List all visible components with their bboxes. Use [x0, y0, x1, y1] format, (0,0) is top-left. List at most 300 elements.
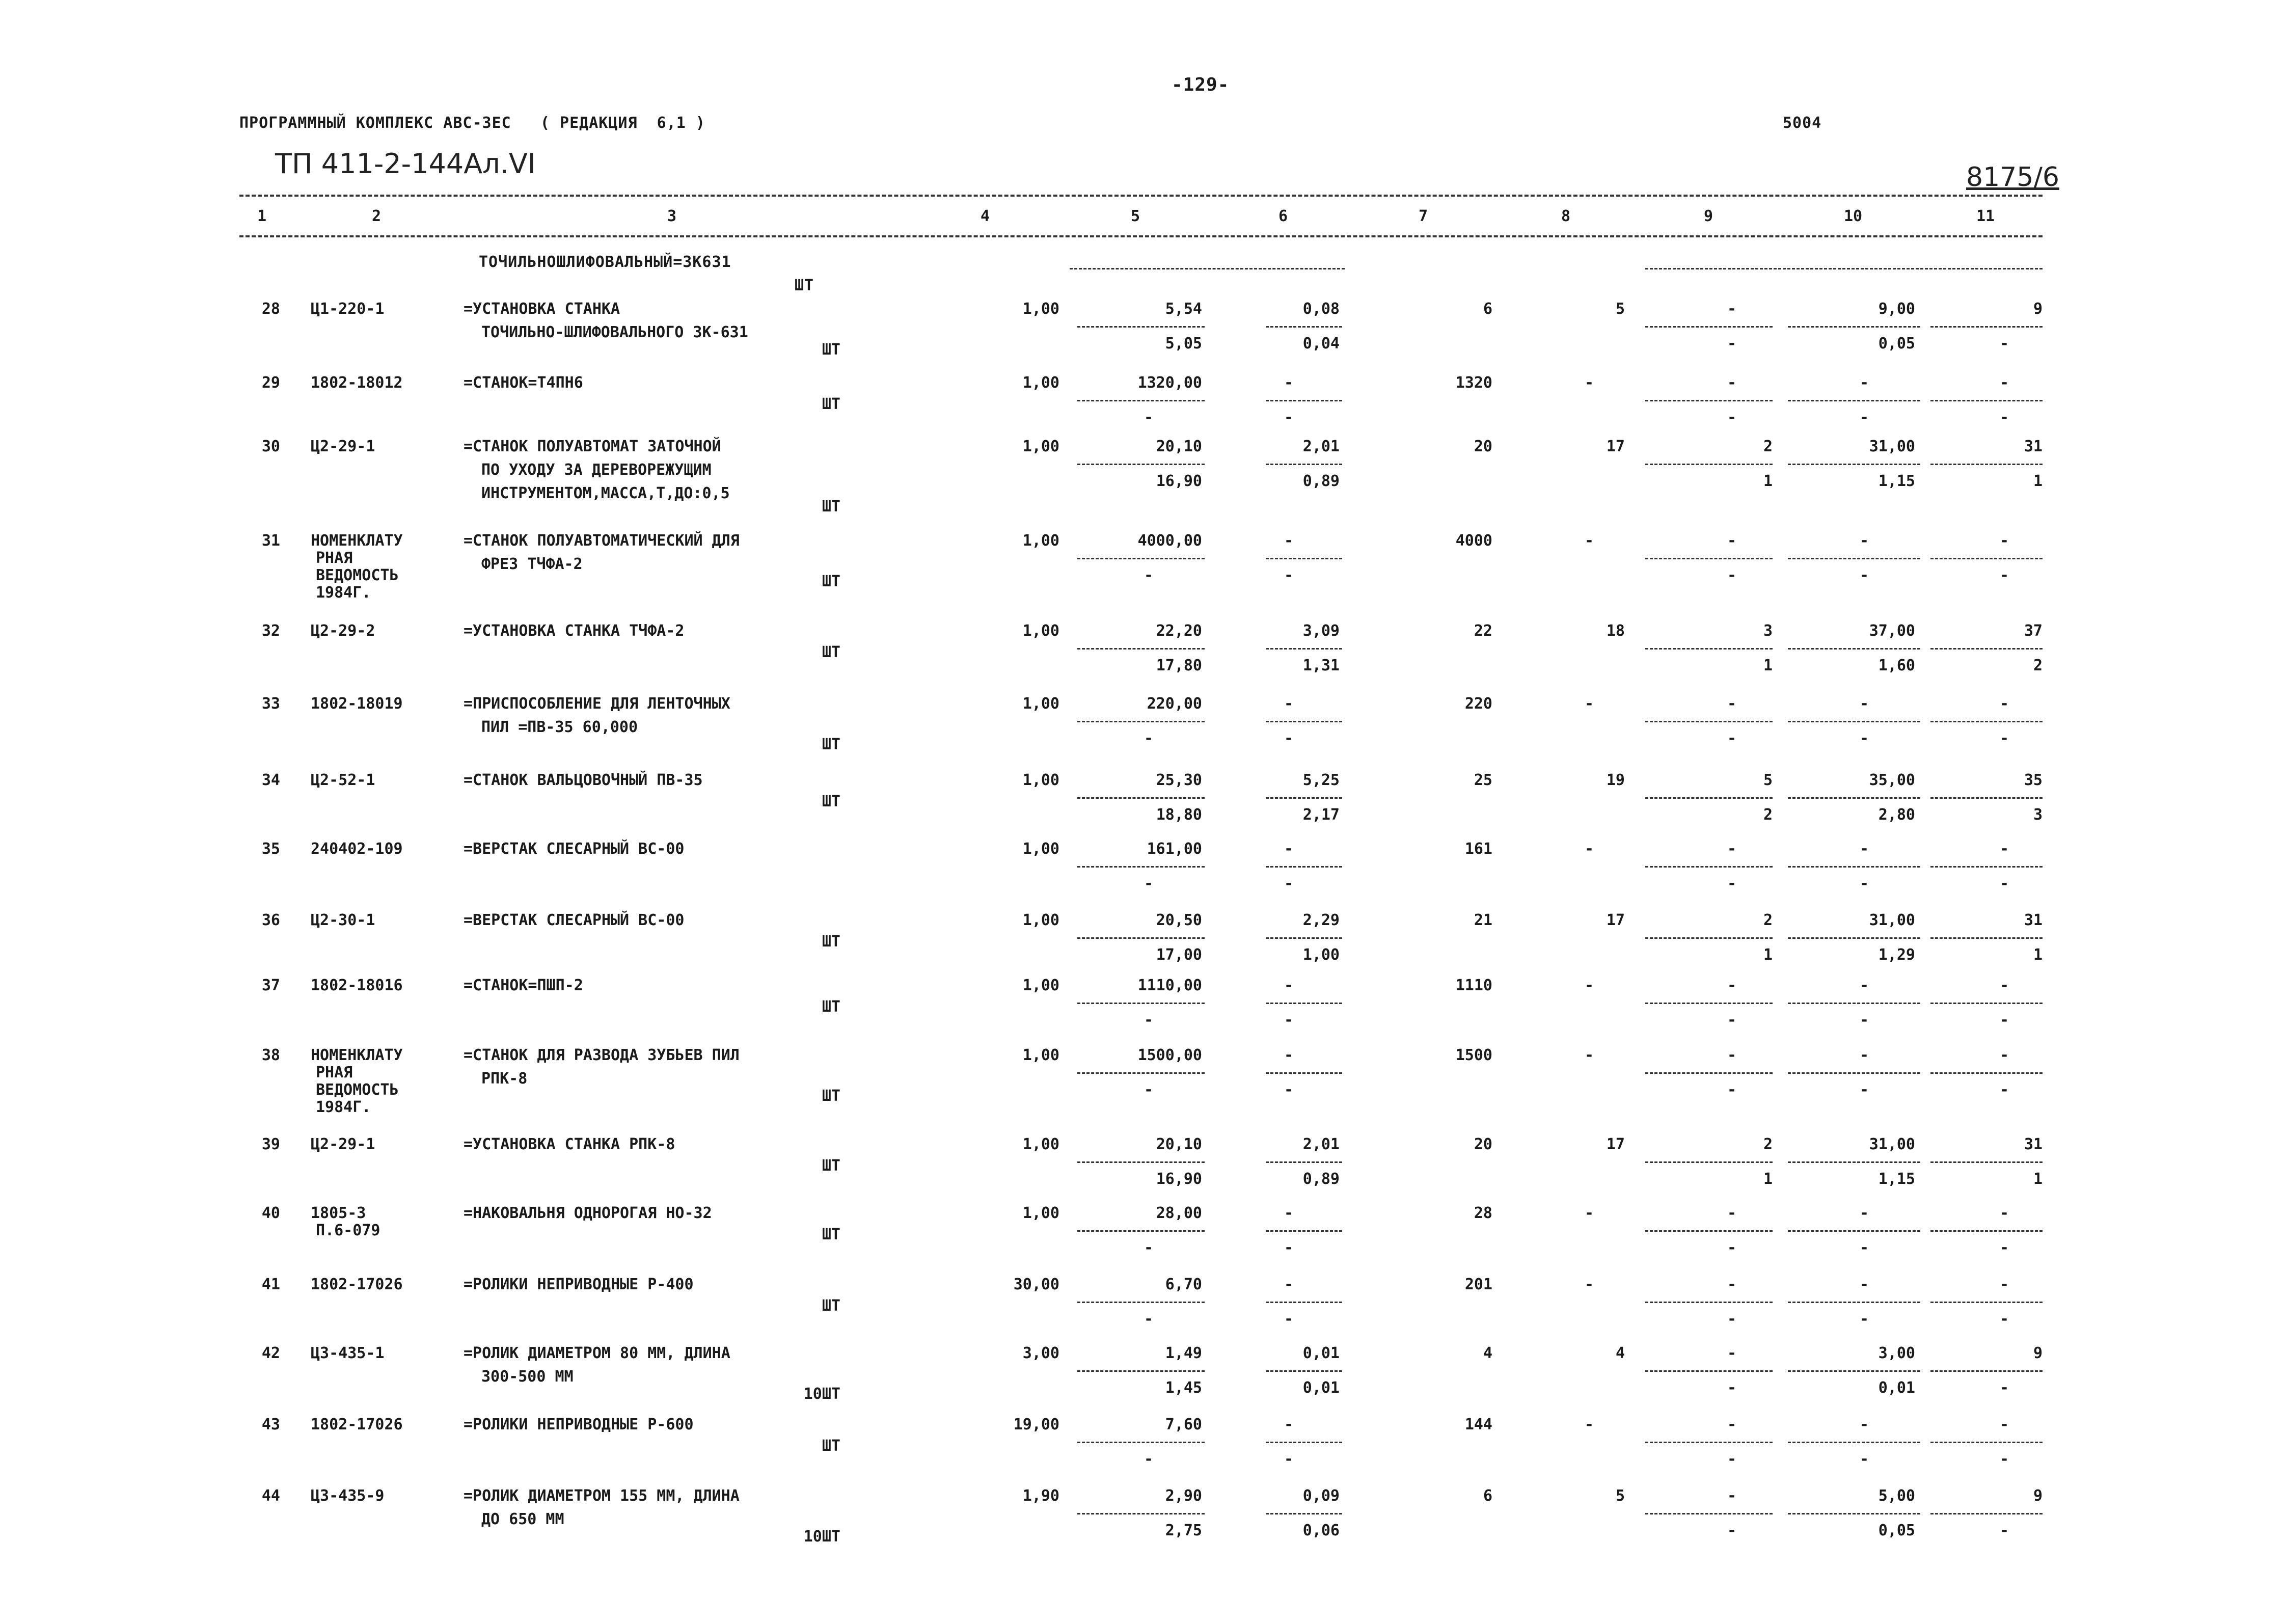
subvalue-col6: 0,89	[1302, 472, 1340, 490]
subvalue-col11: 1	[2033, 946, 2043, 964]
value-col7: 4000	[1455, 532, 1492, 550]
value-col11: -	[1999, 374, 2009, 392]
column-header-10: 10	[1844, 207, 1863, 225]
value-col10: 3,00	[1878, 1344, 1915, 1362]
subvalue-col11: -	[1999, 875, 2009, 892]
value-col6: -	[1284, 1276, 1294, 1293]
value-col9: -	[1727, 1344, 1737, 1362]
row-code: 1802-18016	[311, 977, 403, 994]
value-col11: 9	[2033, 1487, 2043, 1505]
value-col4: 1,00	[1022, 695, 1059, 713]
subvalue-col10: -	[1859, 1450, 1869, 1468]
value-col4: 1,00	[1022, 438, 1059, 455]
value-rule-col5	[1077, 558, 1205, 559]
row-unit: ШТ	[822, 1297, 840, 1315]
value-col5: 6,70	[1165, 1276, 1202, 1293]
row-unit: ШТ	[822, 1087, 840, 1105]
value-col10: 31,00	[1869, 1135, 1915, 1153]
value-rule-col6	[1266, 1161, 1342, 1163]
value-col9: 2	[1763, 438, 1773, 455]
value-rule-col5	[1077, 1370, 1205, 1372]
subvalue-col6: 0,89	[1302, 1170, 1340, 1188]
value-col9: 5	[1763, 771, 1773, 789]
row-description: =ПРИСПОСОБЛЕНИЕ ДЛЯ ЛЕНТОЧНЫХ	[464, 695, 730, 713]
value-rule-col9	[1645, 1513, 1773, 1514]
subvalue-col6: -	[1284, 1450, 1294, 1468]
value-rule-col11	[1930, 400, 2043, 401]
value-col5: 1500,00	[1137, 1046, 1202, 1064]
subvalue-col9: -	[1727, 335, 1737, 353]
value-rule-col10	[1788, 1302, 1920, 1303]
value-rule-col10	[1788, 1003, 1920, 1004]
row-code: 1802-17026	[311, 1416, 403, 1433]
value-col5: 4000,00	[1137, 532, 1202, 550]
value-col10: -	[1859, 532, 1869, 550]
value-rule-col5	[1077, 1302, 1205, 1303]
value-col8: 17	[1606, 911, 1625, 929]
value-rule-col10	[1788, 1513, 1920, 1514]
value-col7: 1110	[1455, 977, 1492, 994]
value-col11: -	[1999, 977, 2009, 994]
value-col5: 28,00	[1156, 1204, 1202, 1222]
subvalue-col11: 1	[2033, 472, 2043, 490]
subvalue-col10: 2,80	[1878, 806, 1915, 824]
program-title: ПРОГРАММНЫЙ КОМПЛЕКС АВС-ЗЕС ( РЕДАКЦИЯ 6,1 )	[239, 114, 705, 132]
row-description: =СТАНОК=Т4ПН6	[464, 374, 583, 392]
subvalue-col11: -	[1999, 409, 2009, 426]
column-header-3: 3	[667, 207, 677, 225]
row-unit: ШТ	[822, 998, 840, 1016]
value-col10: -	[1859, 840, 1869, 858]
value-rule-col5	[1077, 1161, 1205, 1163]
value-rule-col9	[1645, 1161, 1773, 1163]
row-description-line3: ИНСТРУМЕНТОМ,МАССА,Т,ДО:0,5	[481, 484, 730, 502]
value-col7: 20	[1474, 1135, 1492, 1153]
value-rule-col6	[1266, 1072, 1342, 1074]
subvalue-col5: -	[1144, 409, 1154, 426]
value-rule-col9	[1645, 1370, 1773, 1372]
row-code-line2: РНАЯ	[316, 1064, 353, 1081]
subvalue-col5: -	[1144, 566, 1154, 584]
subvalue-col10: -	[1859, 875, 1869, 892]
value-col7: 6	[1483, 1487, 1492, 1505]
value-rule-col5	[1077, 464, 1205, 465]
value-col6: -	[1284, 1046, 1294, 1064]
value-rule-col11	[1930, 1442, 2043, 1443]
row-code: Ц2-29-2	[311, 622, 375, 640]
row-number: 33	[261, 695, 280, 713]
subvalue-col10: -	[1859, 1011, 1869, 1029]
column-header-2: 2	[372, 207, 382, 225]
row-number: 41	[261, 1276, 280, 1293]
subvalue-col5: 16,90	[1156, 472, 1202, 490]
value-rule-col5	[1077, 1442, 1205, 1443]
value-col9: 3	[1763, 622, 1773, 640]
value-col10: -	[1859, 1204, 1869, 1222]
value-col11: 31	[2024, 911, 2043, 929]
value-col5: 2,90	[1165, 1487, 1202, 1505]
value-col9: 2	[1763, 1135, 1773, 1153]
row-unit: ШТ	[822, 341, 840, 359]
value-rule-col9	[1645, 1072, 1773, 1074]
column-header-9: 9	[1704, 207, 1713, 225]
value-rule-col9	[1645, 1442, 1773, 1443]
row-description: =СТАНОК ДЛЯ РАЗВОДА ЗУБЬЕВ ПИЛ	[464, 1046, 740, 1064]
subvalue-col10: 1,29	[1878, 946, 1915, 964]
row-description: =РОЛИКИ НЕПРИВОДНЫЕ Р-400	[464, 1276, 694, 1293]
subvalue-col11: -	[1999, 1379, 2009, 1397]
subvalue-col5: 17,00	[1156, 946, 1202, 964]
row-description: =СТАНОК ПОЛУАВТОМАТ ЗАТОЧНОЙ	[464, 438, 721, 455]
row-code: 1802-17026	[311, 1276, 403, 1293]
column-header-4: 4	[981, 207, 990, 225]
value-rule-col6	[1266, 1442, 1342, 1443]
subvalue-col5: -	[1144, 875, 1154, 892]
value-col9: -	[1727, 532, 1737, 550]
subvalue-col11: -	[1999, 1011, 2009, 1029]
value-col4: 30,00	[1013, 1276, 1059, 1293]
row-description: =СТАНОК ПОЛУАВТОМАТИЧЕСКИЙ ДЛЯ	[464, 532, 740, 550]
subvalue-col6: 1,00	[1302, 946, 1340, 964]
row-code: Ц1-220-1	[311, 300, 385, 318]
value-col11: -	[1999, 695, 2009, 713]
code-right: 5004	[1783, 114, 1822, 132]
subvalue-col9: -	[1727, 1310, 1737, 1328]
subvalue-col9: -	[1727, 1239, 1737, 1257]
value-col10: -	[1859, 1276, 1869, 1293]
value-rule-col10	[1788, 937, 1920, 939]
value-rule-col11	[1930, 648, 2043, 649]
column-header-6: 6	[1278, 207, 1288, 225]
value-rule-col9	[1645, 400, 1773, 401]
value-rule-col6	[1266, 1370, 1342, 1372]
value-col6: 2,01	[1302, 1135, 1340, 1153]
value-col10: -	[1859, 374, 1869, 392]
value-col11: 9	[2033, 300, 2043, 318]
subvalue-col9: 1	[1763, 657, 1773, 674]
subvalue-col5: 17,80	[1156, 657, 1202, 674]
value-col10: 31,00	[1869, 438, 1915, 455]
row-code-line3: ВЕДОМОСТЬ	[316, 1081, 399, 1099]
value-col5: 20,50	[1156, 911, 1202, 929]
value-rule-col10	[1788, 400, 1920, 401]
continuation-rule	[1070, 268, 1345, 269]
subvalue-col9: -	[1727, 729, 1737, 747]
row-number: 28	[261, 300, 280, 318]
value-col6: 0,01	[1302, 1344, 1340, 1362]
value-col6: 5,25	[1302, 771, 1340, 789]
value-rule-col6	[1266, 1302, 1342, 1303]
value-col4: 1,00	[1022, 771, 1059, 789]
subvalue-col10: -	[1859, 1310, 1869, 1328]
row-description: =НАКОВАЛЬНЯ ОДНОРОГАЯ НО-32	[464, 1204, 712, 1222]
continuation-line: ТОЧИЛЬНОШЛИФОВАЛЬНЫЙ=3К631	[479, 253, 731, 271]
value-rule-col9	[1645, 937, 1773, 939]
subvalue-col10: -	[1859, 409, 1869, 426]
row-unit: 10ШТ	[803, 1385, 840, 1403]
row-description: =СТАНОК ВАЛЬЦОВОЧНЫЙ ПВ-35	[464, 771, 703, 789]
row-code: НОМЕНКЛАТУ	[311, 532, 403, 550]
value-col11: -	[1999, 840, 2009, 858]
value-rule-col9	[1645, 648, 1773, 649]
subvalue-col10: 1,60	[1878, 657, 1915, 674]
value-col6: 0,08	[1302, 300, 1340, 318]
row-code: Ц2-52-1	[311, 771, 375, 789]
row-number: 44	[261, 1487, 280, 1505]
value-rule-col6	[1266, 464, 1342, 465]
subvalue-col10: -	[1859, 566, 1869, 584]
value-col6: -	[1284, 840, 1294, 858]
row-description: =РОЛИК ДИАМЕТРОМ 80 ММ, ДЛИНА	[464, 1344, 730, 1362]
subvalue-col10: 0,05	[1878, 1522, 1915, 1539]
column-header-7: 7	[1419, 207, 1428, 225]
value-rule-col6	[1266, 400, 1342, 401]
value-col10: -	[1859, 1416, 1869, 1433]
value-col5: 22,20	[1156, 622, 1202, 640]
subvalue-col11: 3	[2033, 806, 2043, 824]
column-header-11: 11	[1976, 207, 1995, 225]
value-rule-col9	[1645, 464, 1773, 465]
value-rule-col10	[1788, 721, 1920, 722]
subvalue-col10: 0,01	[1878, 1379, 1915, 1397]
continuation-rule-right	[1645, 268, 2043, 269]
row-number: 34	[261, 771, 280, 789]
row-number: 40	[261, 1204, 280, 1222]
value-rule-col10	[1788, 326, 1920, 328]
subvalue-col5: -	[1144, 1310, 1154, 1328]
subvalue-col5: -	[1144, 1450, 1154, 1468]
subvalue-col10: 1,15	[1878, 472, 1915, 490]
value-col8: 4	[1615, 1344, 1625, 1362]
value-rule-col9	[1645, 1230, 1773, 1232]
value-col7: 201	[1464, 1276, 1492, 1293]
value-col7: 25	[1474, 771, 1492, 789]
row-code: Ц2-29-1	[311, 438, 375, 455]
subvalue-col10: -	[1859, 1239, 1869, 1257]
subvalue-col11: -	[1999, 1450, 2009, 1468]
value-col6: -	[1284, 1204, 1294, 1222]
value-col8: -	[1584, 1204, 1594, 1222]
value-col7: 220	[1464, 695, 1492, 713]
row-unit: ШТ	[822, 1226, 840, 1243]
value-col5: 25,30	[1156, 771, 1202, 789]
value-col9: 2	[1763, 911, 1773, 929]
value-col4: 1,00	[1022, 1135, 1059, 1153]
value-rule-col11	[1930, 797, 2043, 799]
subvalue-col5: -	[1144, 1081, 1154, 1099]
subvalue-col9: -	[1727, 1522, 1737, 1539]
value-col7: 1320	[1455, 374, 1492, 392]
value-col6: -	[1284, 695, 1294, 713]
value-rule-col11	[1930, 558, 2043, 559]
subvalue-col6: -	[1284, 1239, 1294, 1257]
column-header-5: 5	[1131, 207, 1140, 225]
subvalue-col11: -	[1999, 566, 2009, 584]
value-rule-col10	[1788, 1370, 1920, 1372]
value-rule-col11	[1930, 1513, 2043, 1514]
row-unit: ШТ	[822, 736, 840, 753]
row-description-line2: ДО 650 ММ	[481, 1510, 564, 1528]
value-col8: -	[1584, 1276, 1594, 1293]
value-col8: 17	[1606, 1135, 1625, 1153]
row-description-line2: ФРЕЗ ТЧФА-2	[481, 555, 583, 573]
subvalue-col5: -	[1144, 1011, 1154, 1029]
value-rule-col5	[1077, 1003, 1205, 1004]
row-unit: ШТ	[822, 573, 840, 590]
value-rule-col9	[1645, 326, 1773, 328]
value-rule-col11	[1930, 866, 2043, 868]
value-col9: -	[1727, 1276, 1737, 1293]
row-number: 39	[261, 1135, 280, 1153]
subvalue-col5: 18,80	[1156, 806, 1202, 824]
value-col6: 3,09	[1302, 622, 1340, 640]
value-col11: -	[1999, 532, 2009, 550]
row-description: =УСТАНОВКА СТАНКА РПК-8	[464, 1135, 675, 1153]
value-col5: 5,54	[1165, 300, 1202, 318]
subvalue-col11: 2	[2033, 657, 2043, 674]
value-col11: -	[1999, 1204, 2009, 1222]
value-rule-col10	[1788, 558, 1920, 559]
subvalue-col6: -	[1284, 409, 1294, 426]
value-col7: 20	[1474, 438, 1492, 455]
value-col8: -	[1584, 695, 1594, 713]
value-col5: 7,60	[1165, 1416, 1202, 1433]
subvalue-col10: -	[1859, 729, 1869, 747]
value-col11: 37	[2024, 622, 2043, 640]
row-unit: ШТ	[822, 933, 840, 951]
value-rule-col11	[1930, 1302, 2043, 1303]
subvalue-col6: -	[1284, 1011, 1294, 1029]
subvalue-col11: -	[1999, 335, 2009, 353]
value-col8: -	[1584, 840, 1594, 858]
value-rule-col6	[1266, 326, 1342, 328]
value-col8: -	[1584, 977, 1594, 994]
value-col10: -	[1859, 977, 1869, 994]
row-description: =СТАНОК=ПШП-2	[464, 977, 583, 994]
subvalue-col9: -	[1727, 409, 1737, 426]
row-unit: ШТ	[822, 643, 840, 661]
row-unit: ШТ	[822, 498, 840, 516]
value-rule-col10	[1788, 1072, 1920, 1074]
row-code: 240402-109	[311, 840, 403, 858]
value-col4: 1,00	[1022, 300, 1059, 318]
subvalue-col6: 0,06	[1302, 1522, 1340, 1539]
row-number: 37	[261, 977, 280, 994]
subvalue-col6: -	[1284, 566, 1294, 584]
subvalue-col6: -	[1284, 729, 1294, 747]
subvalue-col9: 2	[1763, 806, 1773, 824]
row-description-line2: ПО УХОДУ ЗА ДЕРЕВОРЕЖУЩИМ	[481, 461, 712, 479]
value-rule-col11	[1930, 1003, 2043, 1004]
value-col7: 22	[1474, 622, 1492, 640]
row-number: 43	[261, 1416, 280, 1433]
value-col11: -	[1999, 1276, 2009, 1293]
value-rule-col5	[1077, 1072, 1205, 1074]
row-code-line3: ВЕДОМОСТЬ	[316, 566, 399, 584]
value-rule-col10	[1788, 797, 1920, 799]
value-rule-col9	[1645, 721, 1773, 722]
value-col4: 1,00	[1022, 1204, 1059, 1222]
value-col9: -	[1727, 695, 1737, 713]
sheet-number: 8175/6	[1966, 162, 2059, 193]
row-unit: ШТ	[822, 1157, 840, 1175]
value-col10: 37,00	[1869, 622, 1915, 640]
value-col7: 161	[1464, 840, 1492, 858]
value-rule-col5	[1077, 1513, 1205, 1514]
row-number: 31	[261, 532, 280, 550]
value-rule-col6	[1266, 797, 1342, 799]
row-number: 35	[261, 840, 280, 858]
value-col8: -	[1584, 1416, 1594, 1433]
value-col10: 9,00	[1878, 300, 1915, 318]
value-rule-col5	[1077, 866, 1205, 868]
column-header-1: 1	[257, 207, 267, 225]
value-col5: 1110,00	[1137, 977, 1202, 994]
value-col7: 28	[1474, 1204, 1492, 1222]
subvalue-col11: -	[1999, 729, 2009, 747]
value-rule-col11	[1930, 721, 2043, 722]
subvalue-col11: -	[1999, 1081, 2009, 1099]
subvalue-col9: 1	[1763, 946, 1773, 964]
value-col4: 1,00	[1022, 622, 1059, 640]
value-col4: 1,90	[1022, 1487, 1059, 1505]
row-description-line2: ПИЛ =ПВ-35 60,000	[481, 718, 638, 736]
subvalue-col11: 1	[2033, 1170, 2043, 1188]
row-number: 36	[261, 911, 280, 929]
value-rule-col5	[1077, 797, 1205, 799]
continuation-unit: ШТ	[795, 277, 814, 294]
subvalue-col6: 0,04	[1302, 335, 1340, 353]
value-rule-col6	[1266, 866, 1342, 868]
value-col8: -	[1584, 374, 1594, 392]
value-col9: -	[1727, 1046, 1737, 1064]
subvalue-col9: -	[1727, 875, 1737, 892]
value-rule-col10	[1788, 1442, 1920, 1443]
value-col6: 2,29	[1302, 911, 1340, 929]
subvalue-col10: 1,15	[1878, 1170, 1915, 1188]
value-col9: -	[1727, 1487, 1737, 1505]
page-number: -129-	[1172, 74, 1230, 95]
value-col11: 35	[2024, 771, 2043, 789]
row-description-line2: ТОЧИЛЬНО-ШЛИФОВАЛЬНОГО 3К-631	[481, 323, 748, 341]
row-code: Ц3-435-1	[311, 1344, 385, 1362]
row-code: Ц2-30-1	[311, 911, 375, 929]
value-rule-col6	[1266, 1230, 1342, 1232]
subvalue-col5: -	[1144, 729, 1154, 747]
row-code-line4: 1984Г.	[316, 1098, 371, 1116]
row-code: Ц3-435-9	[311, 1487, 385, 1505]
subvalue-col9: -	[1727, 1011, 1737, 1029]
row-description: =ВЕРСТАК СЛЕСАРНЫЙ ВС-00	[464, 840, 685, 858]
value-col8: 17	[1606, 438, 1625, 455]
value-col8: 18	[1606, 622, 1625, 640]
subvalue-col6: 0,01	[1302, 1379, 1340, 1397]
subvalue-col6: -	[1284, 1081, 1294, 1099]
subvalue-col5: 16,90	[1156, 1170, 1202, 1188]
subvalue-col5: 5,05	[1165, 335, 1202, 353]
value-col7: 4	[1483, 1344, 1492, 1362]
value-col9: -	[1727, 1204, 1737, 1222]
subvalue-col6: -	[1284, 1310, 1294, 1328]
value-col6: -	[1284, 977, 1294, 994]
value-rule-col6	[1266, 558, 1342, 559]
subvalue-col6: 2,17	[1302, 806, 1340, 824]
value-col10: 31,00	[1869, 911, 1915, 929]
value-col6: 0,09	[1302, 1487, 1340, 1505]
value-rule-col11	[1930, 937, 2043, 939]
row-code: Ц2-29-1	[311, 1135, 375, 1153]
subvalue-col9: -	[1727, 1450, 1737, 1468]
